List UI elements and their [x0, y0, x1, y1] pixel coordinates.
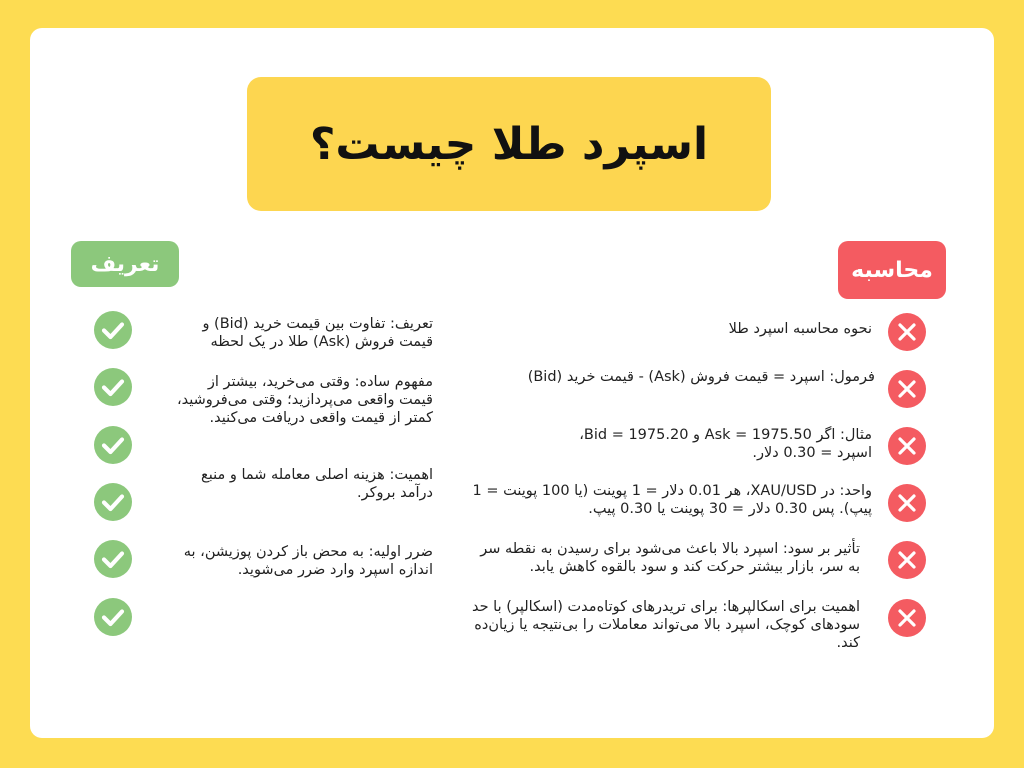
- check-icon: [94, 426, 132, 464]
- cross-icon: [888, 313, 926, 351]
- calculation-item-text: نحوه محاسبه اسپرد طلا: [728, 321, 872, 337]
- definition-item-text: اهمیت: هزینه اصلی معامله شما و منبع درآمد بروکر.: [201, 467, 433, 501]
- title-banner: [247, 77, 771, 211]
- check-icon: [94, 540, 132, 578]
- page-title: اسپرد طلا چیست؟: [309, 118, 709, 170]
- calculation-item-text: اهمیت برای اسکالپرها: برای تریدرهای کوتاه‌مدت (اسکالپر) با حد سودهای کوچک، اسپرد بالا می‌تواند معاملات را بی‌نتیجه یا زیان‌ده کند.: [471, 599, 860, 651]
- definition-item-text: تعریف: تفاوت بین قیمت خرید (Bid) و قیمت فروش (Ask) طلا در یک لحظه: [202, 316, 433, 350]
- check-icon: [94, 598, 132, 636]
- definition-item-text: ضرر اولیه: به محض باز کردن پوزیشن، به اندازه اسپرد وارد ضرر می‌شوید.: [183, 544, 433, 578]
- check-icon: [94, 368, 132, 406]
- content-card: [30, 28, 994, 738]
- calculation-item-text: مثال: اگر Ask = 1975.50 و Bid = 1975.20، اسپرد = 0.30 دلار.: [579, 427, 872, 461]
- check-icon: [94, 483, 132, 521]
- calculation-label: محاسبه: [838, 241, 946, 299]
- cross-icon: [888, 484, 926, 522]
- check-icon: [94, 311, 132, 349]
- definition-label: تعریف: [71, 241, 179, 287]
- cross-icon: [888, 427, 926, 465]
- cross-icon: [888, 599, 926, 637]
- calculation-item-text: فرمول: اسپرد = قیمت فروش (Ask) - قیمت خرید (Bid): [527, 369, 875, 385]
- cross-icon: [888, 541, 926, 579]
- calculation-item-text: تأثیر بر سود: اسپرد بالا باعث می‌شود برای رسیدن به نقطه سر به سر، بازار بیشتر حرکت کند و سود بالقوه کاهش یابد.: [480, 541, 860, 575]
- cross-icon: [888, 370, 926, 408]
- calculation-item-text: واحد: در XAU/USD، هر 0.01 دلار = 1 پوینت (یا 100 پوینت = 1 پیپ). پس 0.30 دلار = 30 پوینت یا 0.30 پیپ.: [472, 483, 872, 517]
- definition-item-text: مفهوم ساده: وقتی می‌خرید، بیشتر از قیمت واقعی می‌پردازید؛ وقتی می‌فروشید، کمتر از قیمت واقعی دریافت می‌کنید.: [176, 374, 433, 426]
